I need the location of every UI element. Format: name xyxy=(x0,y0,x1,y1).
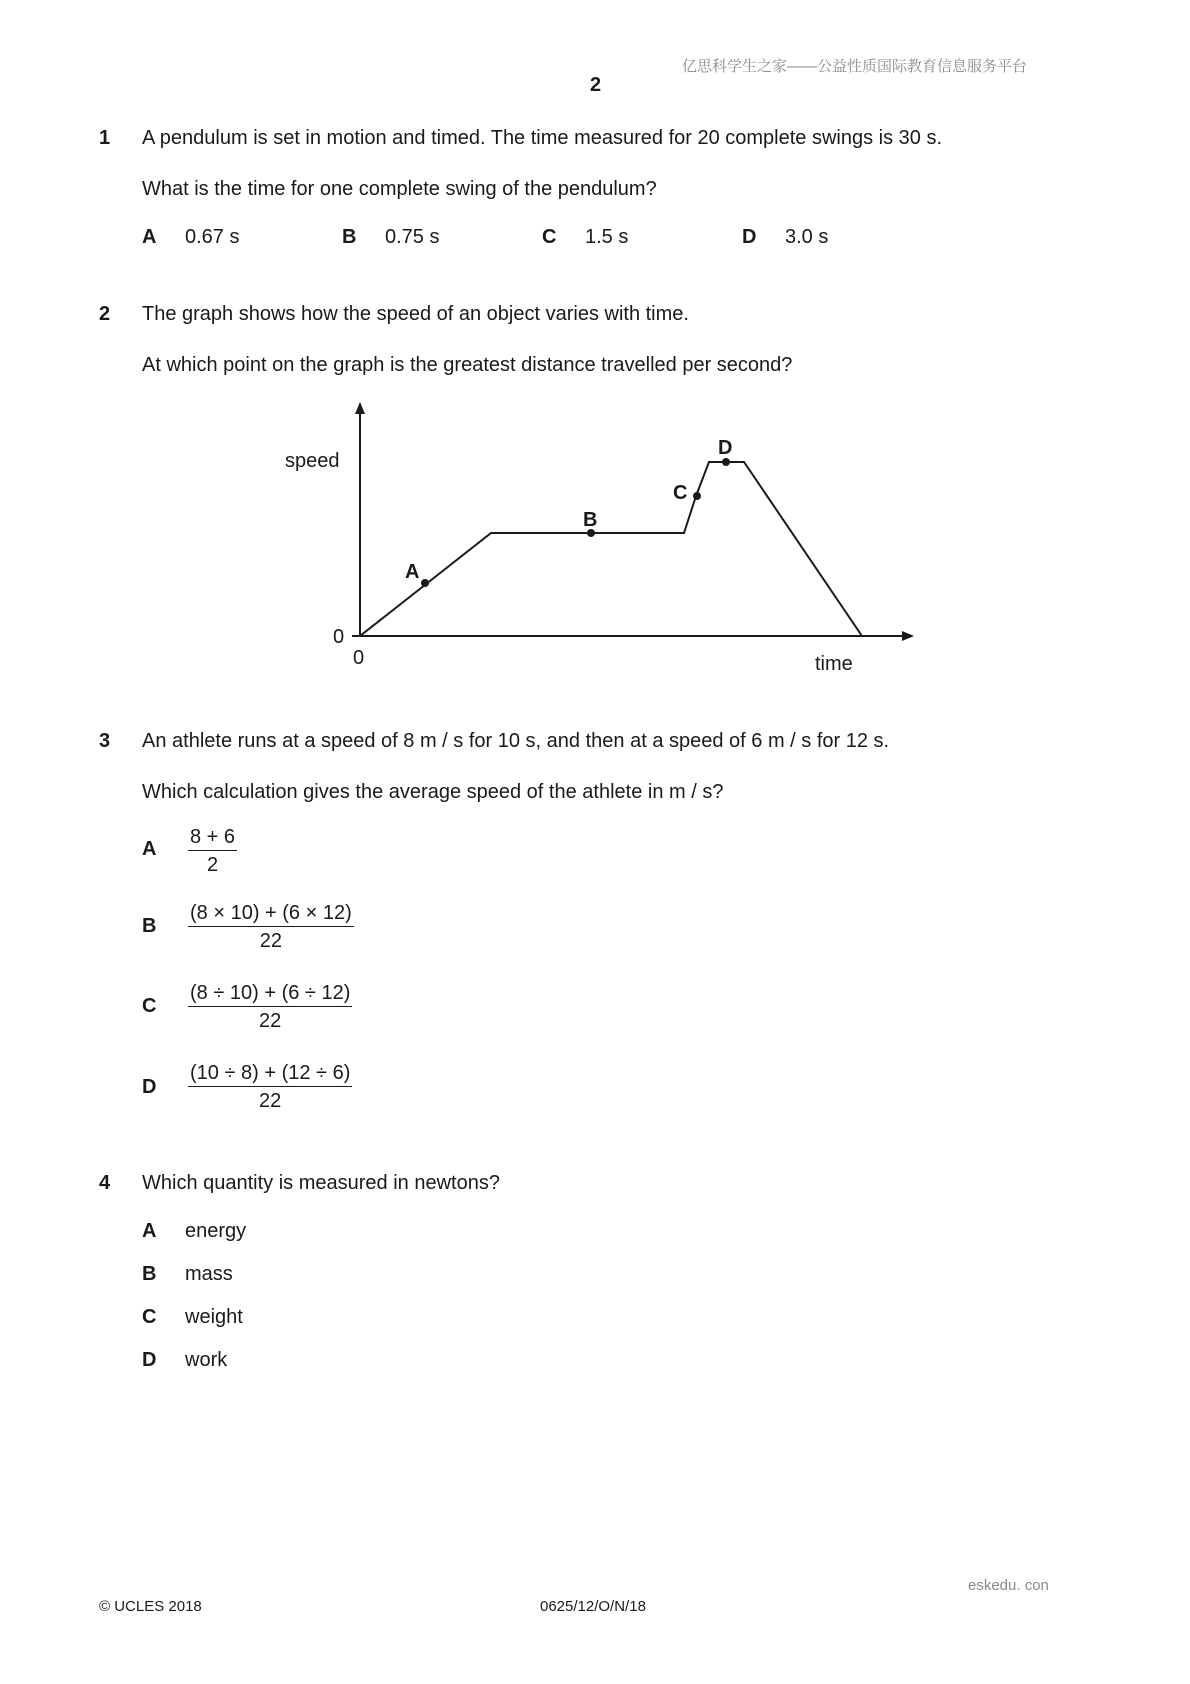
option-c-letter: C xyxy=(142,995,157,1017)
point-a-label: A xyxy=(405,561,420,583)
option-d-fraction xyxy=(188,1060,352,1115)
option-a-letter: A xyxy=(142,1220,157,1242)
option-b-letter: B xyxy=(142,1263,157,1285)
question-number: 1 xyxy=(99,127,111,149)
fraction-numerator: 8 + 6 xyxy=(188,824,237,851)
option-c-text: weight xyxy=(185,1306,243,1328)
point-d-marker xyxy=(722,458,730,466)
option-d-letter: D xyxy=(142,1349,157,1371)
speed-curve xyxy=(360,462,862,636)
x-origin-label: 0 xyxy=(353,647,365,669)
fraction-numerator: (10 ÷ 8) + (12 ÷ 6) xyxy=(188,1060,352,1087)
option-b-text: mass xyxy=(185,1263,233,1285)
fraction-denominator: 2 xyxy=(206,854,219,876)
option-a-text: energy xyxy=(185,1220,247,1242)
y-axis-label: speed xyxy=(285,450,340,472)
fraction-denominator: 22 xyxy=(259,930,282,952)
point-b-label: B xyxy=(583,509,598,531)
question-stem: A pendulum is set in motion and timed. The time measured for 20 complete swings is 30 s. xyxy=(142,127,943,149)
option-c-letter: C xyxy=(542,226,557,248)
option-b-fraction xyxy=(188,900,354,955)
speed-time-graph xyxy=(0,0,1190,700)
option-a-letter: A xyxy=(142,838,157,860)
option-d-letter: D xyxy=(742,226,757,248)
point-d-label: D xyxy=(718,437,733,459)
option-b-text: 0.75 s xyxy=(385,226,440,248)
point-c-label: C xyxy=(673,482,688,504)
option-d-letter: D xyxy=(142,1076,157,1098)
point-c-marker xyxy=(693,492,701,500)
header-watermark: 亿思科学生之家——公益性质国际教育信息服务平台 xyxy=(682,58,1028,75)
y-origin-label: 0 xyxy=(333,626,345,648)
fraction-denominator: 22 xyxy=(259,1090,282,1112)
option-d-text: 3.0 s xyxy=(785,226,829,248)
question-prompt: At which point on the graph is the greatest distance travelled per second? xyxy=(142,354,793,376)
fraction-denominator: 22 xyxy=(259,1010,282,1032)
option-c-letter: C xyxy=(142,1306,157,1328)
option-c-text: 1.5 s xyxy=(585,226,629,248)
fraction-numerator: (8 × 10) + (6 × 12) xyxy=(188,900,354,927)
x-axis-label: time xyxy=(815,653,853,675)
question-stem: An athlete runs at a speed of 8 m / s for 10 s, and then at a speed of 6 m / s for 12 s. xyxy=(142,730,890,752)
footer-site-watermark: eskedu. con xyxy=(968,1577,1049,1594)
page-number: 2 xyxy=(590,74,602,96)
option-b-letter: B xyxy=(342,226,357,248)
option-b-letter: B xyxy=(142,915,157,937)
point-a-marker xyxy=(421,579,429,587)
question-prompt: Which calculation gives the average speed of the athlete in m / s? xyxy=(142,781,724,803)
footer-paper-code: 0625/12/O/N/18 xyxy=(540,1598,646,1615)
option-c-fraction xyxy=(188,980,352,1035)
question-stem: The graph shows how the speed of an object varies with time. xyxy=(142,303,689,325)
question-number: 3 xyxy=(99,730,111,752)
option-d-text: work xyxy=(185,1349,228,1371)
question-prompt: What is the time for one complete swing of the pendulum? xyxy=(142,178,657,200)
question-prompt: Which quantity is measured in newtons? xyxy=(142,1172,500,1194)
question-number: 4 xyxy=(99,1172,111,1194)
option-a-text: 0.67 s xyxy=(185,226,240,248)
question-number: 2 xyxy=(99,303,111,325)
fraction-numerator: (8 ÷ 10) + (6 ÷ 12) xyxy=(188,980,352,1007)
option-a-letter: A xyxy=(142,226,157,248)
option-a-fraction xyxy=(188,824,237,879)
footer-copyright: © UCLES 2018 xyxy=(99,1598,202,1615)
